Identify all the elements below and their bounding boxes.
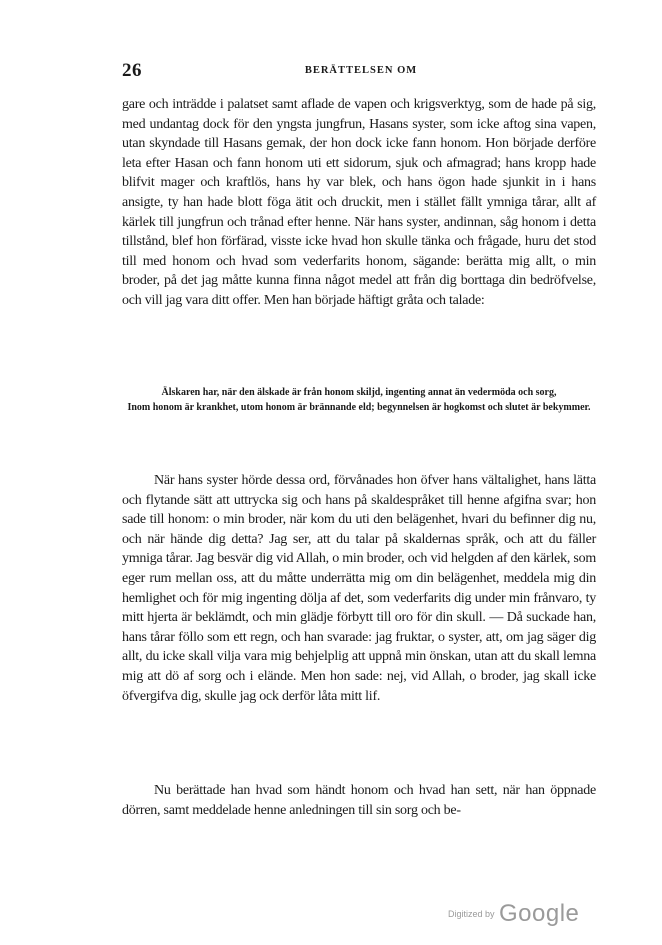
verse-block <box>126 386 592 415</box>
page-header <box>122 60 600 84</box>
page-number: 26 <box>122 60 142 81</box>
verse-line-1: Älskaren har, när den älskade är från honom skiljd, ingenting annat än vedermöda och sorg, <box>161 387 557 398</box>
verse-line-2: Inom honom är krankhet, utom honom är brännande eld; begynnelsen är hogkomst och slutet är bekymmer. <box>127 401 591 413</box>
paragraph-1: gare och inträdde i palatset samt aflade de vapen och krigsverktyg, som de hade på sig, med undantag dock för den yngsta jungfrun, Hasans syster, som icke aftog sina vapen, utan skyndade till Hasans gemak, der hon dock icke fann honom. Hon började derföre leta efter Hasan och fann honom uti ett sidorum, sjuk och afmagrad; hans kropp hade blifvit mager och kraftlös, hans hy var blek, och hans ögon hade sjunkit in i hans ansigte, ty han hade blott föga ätit och druckit, men i stället fällt ymniga tårar, allt af kärlek till jungfrun och trånad efter henne. När hans syster, andinnan, såg honom i detta tillstånd, blef hon förfärad, visste icke hvad hon skulle tänka och frågade, huru det stod till med honom och hvad som vederfarits honom, sägande: berätta mig allt, o min broder, på det jag måtte kunna finna något medel att från dig borttaga din bedröfvelse, och vill jag vara ditt offer. Men han började häftigt gråta och talade: <box>122 97 596 308</box>
paragraph-2: När hans syster hörde dessa ord, förvånades hon öfver hans vältalighet, hans lätta och flytande sätt att uttrycka sig och hans på skaldespråket till henne afgifna svar; hon sade till honom: o min broder, när kom du uti den belägenhet, hvari du befinner dig nu, och när hände dig detta? Jag ser, att du talar på skaldernas språk, och att du fäller ymniga tårar. Jag besvär dig vid Allah, o min broder, och vid helgden af den kärlek, som eger rum mellan oss, att du måtte underrätta mig om din belägenhet, meddela mig din hemlighet och för mig ingenting dölja af det, som vederfarits dig under min frånvaro, ty mitt hjerta är beklämdt, och min glädje förbytt till oro för din skull. — Då suckade han, hans tårar föllo som ett regn, och han svarade: jag fruktar, o syster, att, om jag säger dig allt, du icke skall vilja vara mig behjelplig att uppnå min önskan, utan att du skall lemna mig att dö af sorg och i elände. Men hon sade: nej, vid Allah, o broder, jag skall icke öfvergifva dig, skulle jag ock derför låta mitt lif. <box>122 473 596 704</box>
google-logo: Google <box>498 900 580 927</box>
paragraph-3: Nu berättade han hvad som händt honom och hvad han sett, när han öppnade dörren, samt meddelade henne anledningen till sin sorg och be- <box>122 783 596 818</box>
digitized-watermark <box>448 900 579 928</box>
running-head: BERÄTTELSEN OM <box>304 65 418 76</box>
watermark-prefix: Digitized by <box>448 909 495 919</box>
